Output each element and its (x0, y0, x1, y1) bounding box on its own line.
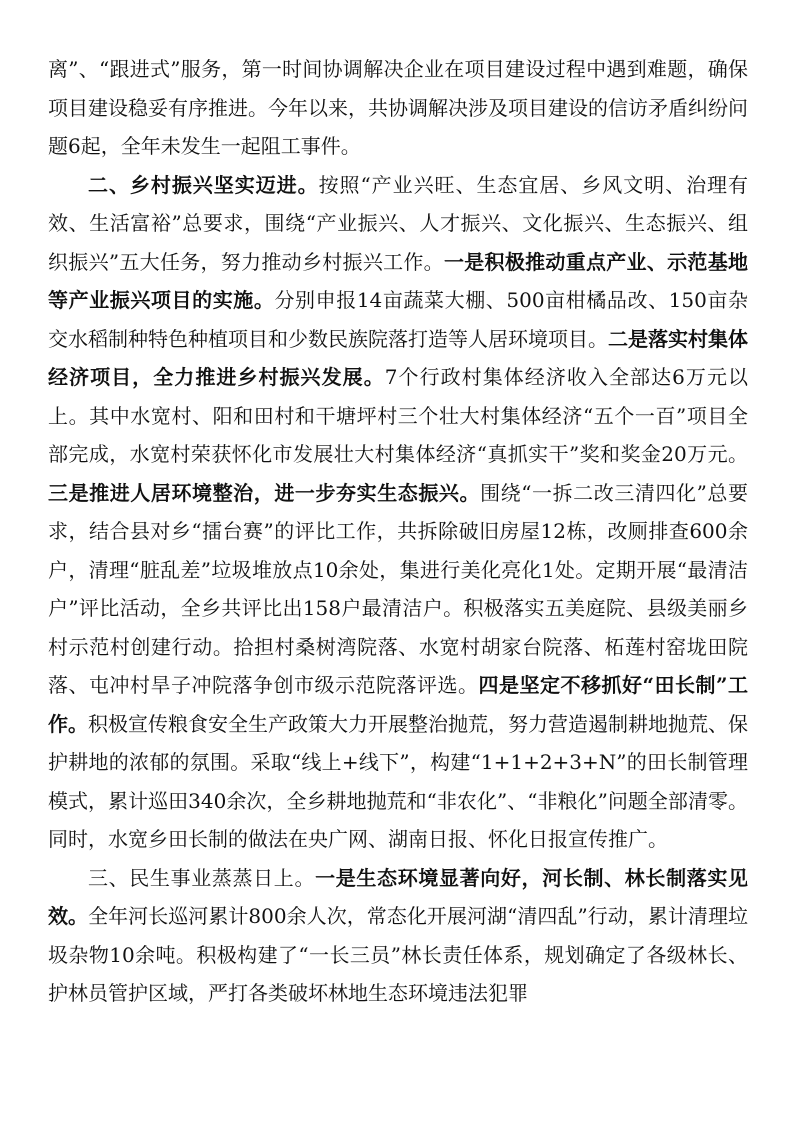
subheading: 三是推进人居环境整治，进一步夯实生态振兴。 (48, 480, 481, 505)
subheading: 一是生态环境显著向好，河长制、林长制落实见效。 (48, 865, 749, 928)
text-run: 积极宣传粮食安全生产政策大力开展整治抛荒，努力营造遏制耕地抛荒、保护耕地的浓郁的氛围。采取“线上+线下”，构建“1+1+2+3+N”的田长制管理模式，累计巡田340余次，全乡耕地抛荒和“非农化”、“非粮化”问题全部清零。同时，水宽乡田长制的做法在央广网、湖南日报、怀化日报宣传推广。 (48, 711, 748, 851)
subheading: 一是积极推动重点产业、示范基地等产业振兴项目的实施。 (48, 249, 748, 312)
document-page (48, 50, 748, 1013)
text-run: 分别申报14亩蔬菜大棚、500亩柑橘品改、150亩杂交水稻制种特色种植项目和少数民族院落打造等人居环境项目。 (48, 288, 749, 351)
paragraph-livelihood (48, 859, 748, 1013)
text-run: 围绕“一拆二改三清四化”总要求，结合县对乡“擂台赛”的评比工作，共拆除破旧房屋12栋，改厕排查600余户，清理“脏乱差”垃圾堆放点10余处，集进行美化亮化1处。定期开展“最清洁户”评比活动，全乡共评比出158户最清洁户。积极落实五美庭院、县级美丽乡村示范村创建行动。拾担村桑树湾院落、水宽村胡家台院落、柘莲村窑垅田院落、屯冲村旱子冲院落争创市级示范院落评选。 (48, 480, 749, 697)
paragraph-rural-revitalization (48, 166, 748, 859)
text-run: 7个行政村集体经济收入全部达6万元以上。其中水宽村、阳和田村和干塘坪村三个壮大村集体经济“五个一百”项目全部完成，水宽村荣获怀化市发展壮大村集体经济“真抓实干”奖和奖金20万元。 (48, 365, 748, 466)
paragraph-continuation (48, 50, 748, 166)
subheading: 二是落实村集体经济项目，全力推进乡村振兴发展。 (48, 326, 748, 389)
text-run: 离”、“跟进式”服务，第一时间协调解决企业在项目建设过程中遇到难题，确保项目建设稳妥有序推进。今年以来，共协调解决涉及项目建设的信访矛盾纠纷问题6起，全年未发生一起阻工事件。 (48, 57, 748, 158)
section-heading: 三、民生事业蒸蒸日上。 (88, 865, 316, 890)
text-run: 按照“产业兴旺、生态宜居、乡风文明、治理有效、生活富裕”总要求，围绕“产业振兴、人才振兴、文化振兴、生态振兴、组织振兴”五大任务，努力推动乡村振兴工作。 (48, 172, 748, 274)
section-heading: 二、乡村振兴坚实迈进。 (88, 172, 319, 197)
text-run: 全年河长巡河累计800余人次，常态化开展河湖“清四乱”行动，累计清理垃圾杂物10余吨。积极构建了“一长三员”林长责任体系，规划确定了各级林长、护林员管护区域，严打各类破坏林地生态环境违法犯罪 (48, 904, 749, 1005)
subheading: 四是坚定不移抓好“田长制”工作。 (48, 673, 749, 736)
